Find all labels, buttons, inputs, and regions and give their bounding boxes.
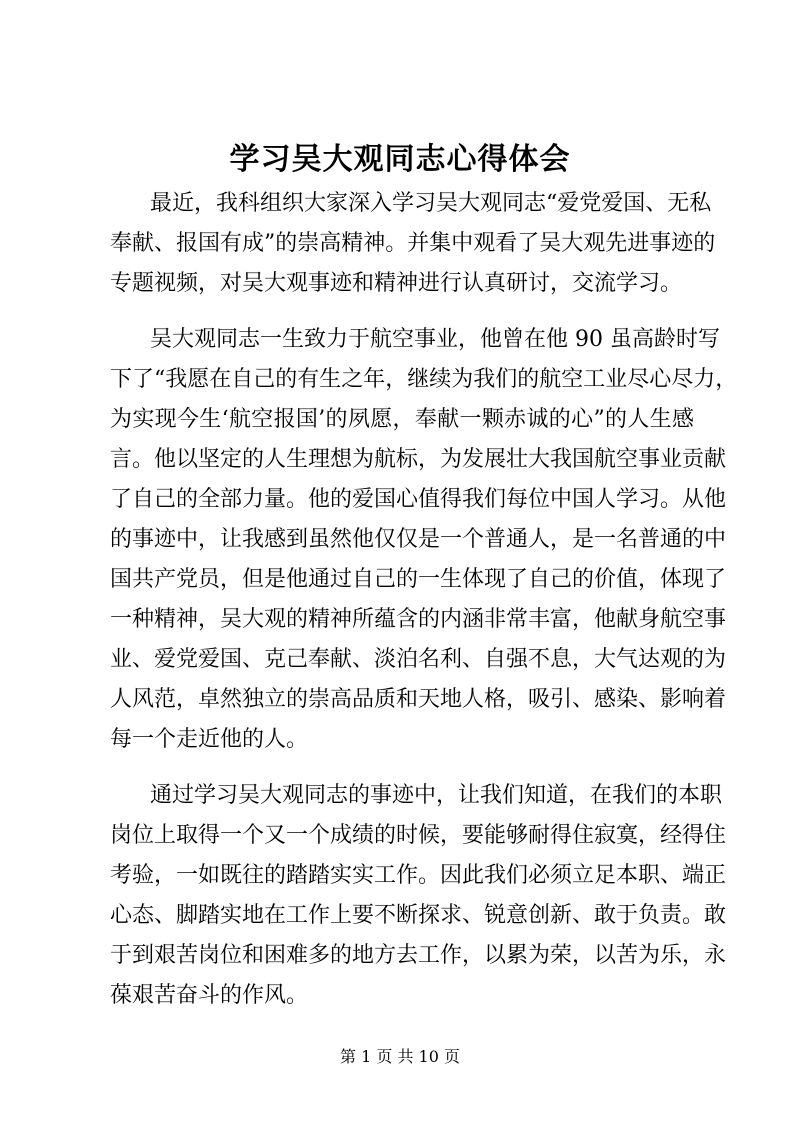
text-line: 一种精神，吴大观的精神所蕴含的内涵非常丰富，他献身航空事 (110, 607, 727, 632)
text-line: 考验，一如既往的踏踏实实工作。因此我们必须立足本职、端正 (110, 863, 727, 888)
text-line: 的事迹中，让我感到虽然他仅仅是一个普通人，是一名普通的中 (110, 527, 727, 552)
page-number: 第 1 页 共 10 页 (340, 1047, 460, 1066)
text-line: 为实现今生‘航空报国’的夙愿，奉献一颗赤诚的心”的人生感 (110, 407, 694, 432)
text-line: 国共产党员，但是他通过自己的一生体现了自己的价值，体现了 (110, 567, 727, 592)
text-line: 心态、脚踏实地在工作上要不断探求、锐意创新、敢于负责。敢 (110, 903, 727, 928)
document-title: 学习吴大观同志心得体会 (229, 142, 571, 177)
text-line: 于到艰苦岗位和困难多的地方去工作，以累为荣，以苦为乐，永 (110, 943, 727, 968)
text-line: 言。他以坚定的人生理想为航标，为发展壮大我国航空事业贡献 (110, 447, 727, 472)
text-line: 业、爱党爱国、克己奉献、淡泊名利、自强不息，大气达观的为 (110, 647, 727, 672)
text-line: 了自己的全部力量。他的爱国心值得我们每位中国人学习。从他 (110, 487, 727, 512)
paragraph-spacer (110, 304, 694, 320)
document-body (110, 184, 738, 1016)
text-line: 最近，我科组织大家深入学习吴大观同志“爱党爱国、无私 (150, 191, 712, 216)
text-line: 岗位上取得一个又一个成绩的时候，要能够耐得住寂寞，经得住 (110, 823, 727, 848)
paragraph-spacer (110, 760, 694, 776)
text-line: 吴大观同志一生致力于航空事业，他曾在他 90 虽高龄时写 (150, 327, 720, 352)
text-line: 下了“我愿在自己的有生之年，继续为我们的航空工业尽心尽力， (110, 367, 738, 392)
text-line: 专题视频，对吴大观事迹和精神进行认真研讨，交流学习。 (110, 271, 683, 296)
text-line: 奉献、报国有成”的崇高精神。并集中观看了吴大观先进事迹的 (110, 231, 716, 256)
paragraph (110, 184, 716, 304)
text-line: 人风范，卓然独立的崇高品质和天地人格，吸引、感染、影响着 (110, 687, 727, 712)
text-line: 葆艰苦奋斗的作风。 (110, 983, 309, 1008)
paragraph (110, 776, 727, 1016)
text-line: 每一个走近他的人。 (110, 727, 309, 752)
text-line: 通过学习吴大观同志的事迹中，让我们知道，在我们的本职 (150, 783, 723, 808)
paragraph (110, 320, 738, 760)
